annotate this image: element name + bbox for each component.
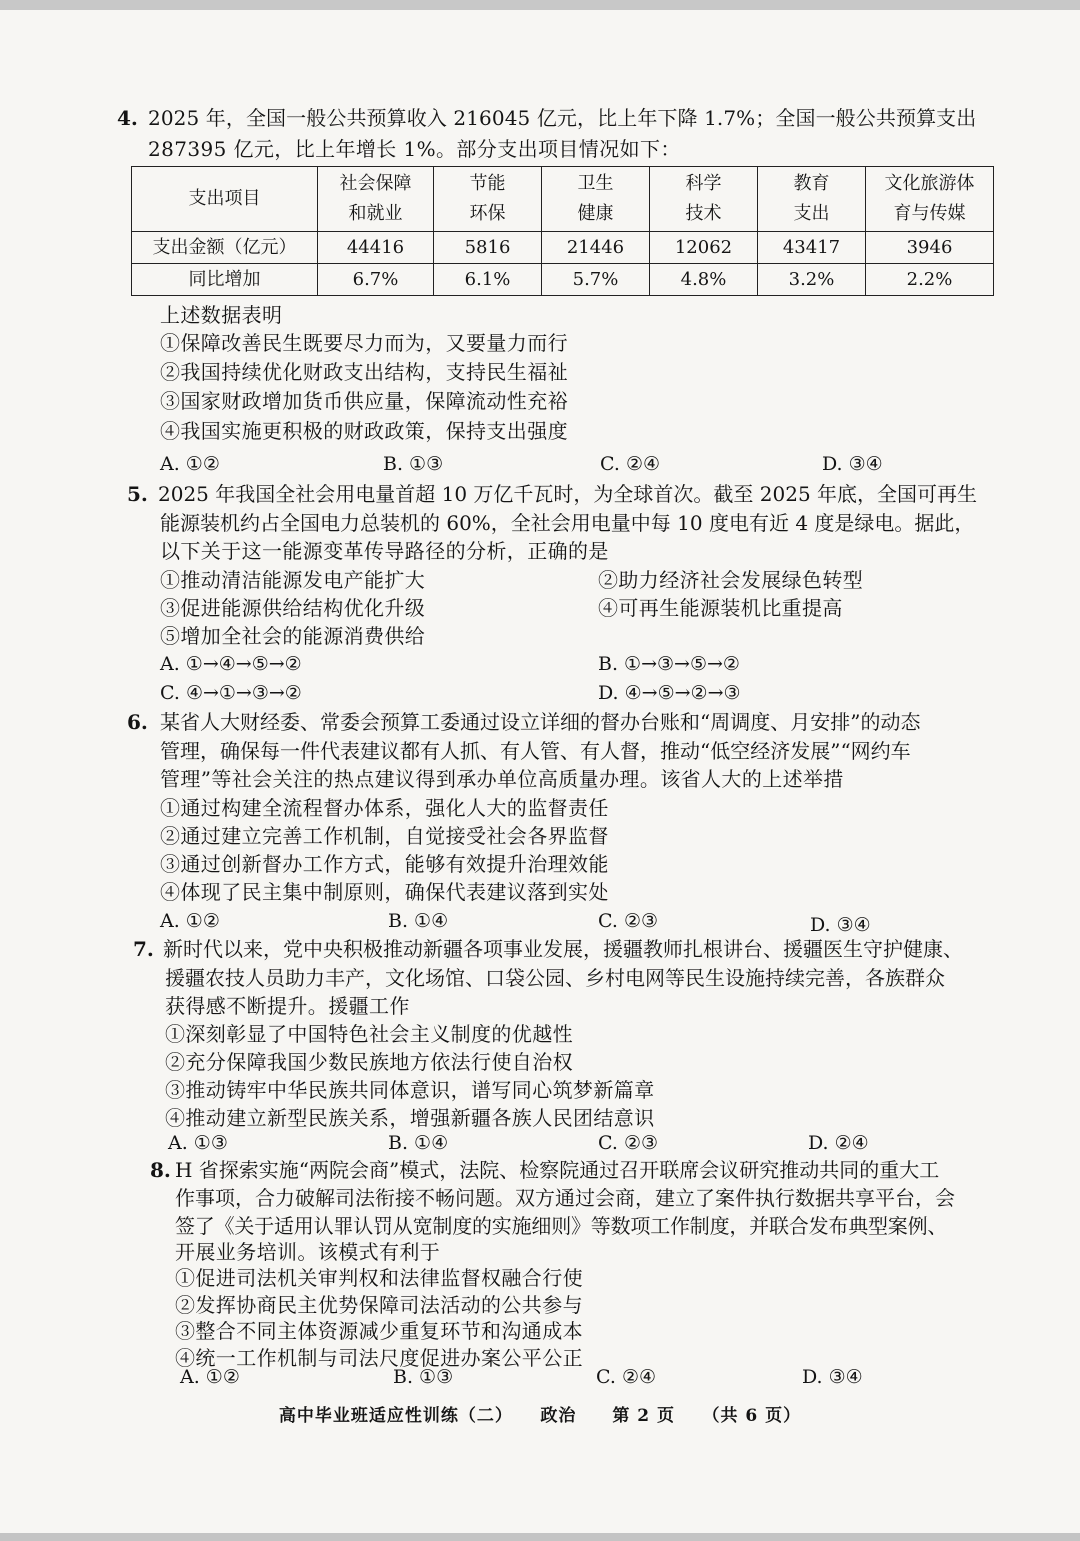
table-cell: 12062: [650, 232, 758, 264]
q6-statement: ④体现了民主集中制原则，确保代表建议落到实处: [160, 880, 609, 904]
q6-stem-line: 某省人大财经委、常委会预算工委通过设立详细的督办台账和“周调度、月安排”的动态: [160, 710, 921, 734]
q5-number: 5.: [127, 482, 148, 506]
q5-stem-line: 能源装机约占全国电力总装机的 60%，全社会用电量中每 10 度电有近 4 度是绿电。据此，: [160, 511, 975, 535]
q4-option-c[interactable]: C. ②④: [600, 453, 661, 475]
q8-option-d[interactable]: D. ③④: [802, 1366, 863, 1388]
q6-statement: ①通过构建全流程督办体系，强化人大的监督责任: [160, 796, 609, 820]
q4-option-b[interactable]: B. ①③: [383, 453, 444, 475]
table-header-cell: 文化旅游体 育与传媒: [866, 167, 994, 232]
q7-stem-line: 援疆农技人员助力丰产，文化场馆、口袋公园、乡村电网等民生设施持续完善，各族群众: [165, 966, 945, 990]
q7-number: 7.: [133, 937, 154, 961]
table-header-row: [132, 167, 994, 232]
table-row: [132, 264, 994, 296]
table-cell: 4.8%: [650, 264, 758, 296]
q8-stem-line: 开展业务培训。该模式有利于: [175, 1240, 441, 1264]
q4-option-a[interactable]: A. ①②: [160, 453, 220, 475]
q4-stem-line1: 2025 年，全国一般公共预算收入 216045 亿元，比上年下降 1.7%；全国一般公共预算支出: [148, 106, 977, 130]
q6-option-b[interactable]: B. ①④: [388, 910, 449, 932]
table-cell: 6.7%: [318, 264, 434, 296]
table-row: [132, 232, 994, 264]
q8-option-a[interactable]: A. ①②: [180, 1366, 240, 1388]
table-cell: 6.1%: [434, 264, 542, 296]
q6-stem-line: 管理”等社会关注的热点建议得到承办单位高质量办理。该省人大的上述举措: [160, 767, 844, 791]
q4-number: 4.: [117, 106, 138, 130]
q7-statement: ②充分保障我国少数民族地方依法行使自治权: [165, 1050, 573, 1074]
expenditure-table: [131, 166, 994, 296]
q7-statement: ③推动铸牢中华民族共同体意识，谱写同心筑梦新篇章: [165, 1078, 655, 1102]
q5-statement: ④可再生能源装机比重提高: [598, 596, 843, 620]
table-row-label: 同比增加: [132, 264, 318, 296]
q4-stem-line2: 287395 亿元，比上年增长 1%。部分支出项目情况如下：: [148, 137, 681, 161]
q8-number: 8.: [150, 1158, 171, 1182]
table-cell: 43417: [758, 232, 866, 264]
scan-bottom-edge: [0, 1533, 1080, 1541]
q8-statement: ①促进司法机关审判权和法律监督权融合行使: [175, 1266, 583, 1290]
q8-statement: ④统一工作机制与司法尺度促进办案公平公正: [175, 1346, 583, 1370]
q5-statement: ⑤增加全社会的能源消费供给: [160, 624, 426, 648]
table-cell: 21446: [542, 232, 650, 264]
q7-statement: ④推动建立新型民族关系，增强新疆各族人民团结意识: [165, 1106, 655, 1130]
table-header-cell: 社会保障 和就业: [318, 167, 434, 232]
q8-statement: ②发挥协商民主优势保障司法活动的公共参与: [175, 1293, 583, 1317]
q6-option-d[interactable]: D. ③④: [810, 914, 871, 936]
q6-statement: ③通过创新督办工作方式，能够有效提升治理效能: [160, 852, 609, 876]
q5-statement: ③促进能源供给结构优化升级: [160, 596, 426, 620]
page-footer: 高中毕业班适应性训练（二） 政治 第 2 页 （共 6 页）: [278, 1406, 802, 1426]
q4-statement: ②我国持续优化财政支出结构，支持民生福祉: [160, 360, 568, 384]
q7-option-a[interactable]: A. ①③: [168, 1132, 228, 1154]
q4-statement: ③国家财政增加货币供应量，保障流动性充裕: [160, 389, 568, 413]
q5-stem-line: 2025 年我国全社会用电量首超 10 万亿千瓦时，为全球首次。截至 2025 年底，全国可再生: [158, 482, 978, 506]
q6-number: 6.: [127, 710, 148, 734]
table-cell: 44416: [318, 232, 434, 264]
q8-stem-line: 作事项，合力破解司法衔接不畅问题。双方通过会商，建立了案件执行数据共享平台，会: [175, 1186, 955, 1210]
q8-option-b[interactable]: B. ①③: [393, 1366, 454, 1388]
table-header-cell: 教育 支出: [758, 167, 866, 232]
table-header-cell: 卫生 健康: [542, 167, 650, 232]
table-header-label: 支出项目: [132, 167, 318, 232]
table-cell: 5.7%: [542, 264, 650, 296]
table-cell: 3946: [866, 232, 994, 264]
q8-statement: ③整合不同主体资源减少重复环节和沟通成本: [175, 1319, 583, 1343]
q8-stem-line: 签了《关于适用认罪认罚从宽制度的实施细则》等数项工作制度，并联合发布典型案例、: [175, 1214, 948, 1238]
table-cell: 3.2%: [758, 264, 866, 296]
q5-option-b[interactable]: B. ①→③→⑤→②: [598, 653, 740, 675]
q5-option-a[interactable]: A. ①→④→⑤→②: [160, 653, 302, 675]
q5-statement: ①推动清洁能源发电产能扩大: [160, 568, 426, 592]
q8-option-c[interactable]: C. ②④: [596, 1366, 657, 1388]
q7-stem-line: 获得感不断提升。援疆工作: [165, 994, 410, 1018]
q6-stem-line: 管理，确保每一件代表建议都有人抓、有人管、有人督，推动“低空经济发展”“网约车: [160, 739, 911, 763]
table-header-cell: 节能 环保: [434, 167, 542, 232]
q6-option-c[interactable]: C. ②③: [598, 910, 659, 932]
q4-option-d[interactable]: D. ③④: [822, 453, 883, 475]
q4-statement: ④我国实施更积极的财政政策，保持支出强度: [160, 419, 568, 443]
q7-stem-line: 新时代以来，党中央积极推动新疆各项事业发展，援疆教师扎根讲台、援疆医生守护健康、: [163, 937, 963, 961]
q8-stem-line: H 省探索实施“两院会商”模式，法院、检察院通过召开联席会议研究推动共同的重大工: [175, 1158, 940, 1182]
q4-lead: 上述数据表明: [160, 303, 283, 327]
table-header-cell: 科学 技术: [650, 167, 758, 232]
q7-option-b[interactable]: B. ①④: [388, 1132, 449, 1154]
q5-stem-line: 以下关于这一能源变革传导路径的分析，正确的是: [160, 539, 609, 563]
q4-statement: ①保障改善民生既要尽力而为，又要量力而行: [160, 331, 568, 355]
q7-statement: ①深刻彰显了中国特色社会主义制度的优越性: [165, 1022, 573, 1046]
q5-statement: ②助力经济社会发展绿色转型: [598, 568, 864, 592]
q5-option-d[interactable]: D. ④→⑤→②→③: [598, 682, 741, 704]
q5-option-c[interactable]: C. ④→①→③→②: [160, 682, 302, 704]
q6-option-a[interactable]: A. ①②: [160, 910, 220, 932]
table-row-label: 支出金额（亿元）: [132, 232, 318, 264]
q7-option-c[interactable]: C. ②③: [598, 1132, 659, 1154]
table-cell: 2.2%: [866, 264, 994, 296]
q6-statement: ②通过建立完善工作机制，自觉接受社会各界监督: [160, 824, 609, 848]
table-cell: 5816: [434, 232, 542, 264]
q7-option-d[interactable]: D. ②④: [808, 1132, 869, 1154]
